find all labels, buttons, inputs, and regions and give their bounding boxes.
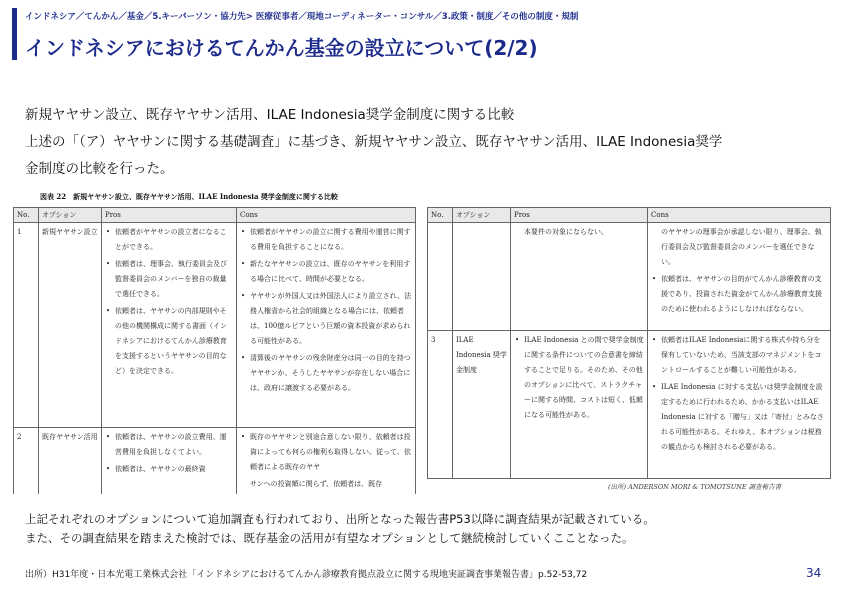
cons-item: • 依頼者はILAE Indonesiaに関する株式や持ち分を保有していないため、当該支部のマネジメントをコントロールすることが難しい可能性がある。 — [661, 333, 827, 378]
header-pros: Pros — [102, 208, 237, 223]
figure-caption: 図表 22 新規ヤヤサン設立、既存ヤヤサン活用、ILAE Indonesia 奨学金制度に関する比較 — [40, 192, 338, 201]
pros-item: • 依頼者は、ヤヤサンの最終資 — [115, 462, 233, 477]
table-row — [14, 223, 416, 428]
row-pros — [511, 331, 648, 479]
pros-item: • ILAE Indonesia との間で奨学金制度に関する条件についての合意書を締結することで足りる。そのため、その他のオプションに比べて、ストラクチャーに関する時間、コストは短く、低額になる可能性がある。 — [524, 333, 644, 423]
lead-line-3: 金制度の比較を行った。 — [25, 161, 174, 177]
row-no: 1 — [14, 223, 39, 428]
row-cons — [648, 223, 831, 331]
header-option: オプション — [39, 208, 102, 223]
footer-source: 出所）H31年度・日本光電工業株式会社「インドネシアにおけるてんかん診療教育拠点設立に関する現地実証調査事業報告書」p.52-53,72 — [25, 570, 588, 580]
lead-line-2: 上述の「（ア）ヤヤサンに関する基礎調査」に基づき、新規ヤヤサン設立、既存ヤヤサン活用、ILAE Indonesia奨学 — [25, 134, 723, 150]
cons-continued: のヤヤサンの理事会が承認しない限り、理事会、執行委員会及び監督委員会のメンバーを選任できない。 — [661, 228, 822, 266]
header-cons: Cons — [237, 208, 416, 223]
row-option: 既存ヤヤサン活用 — [39, 428, 102, 495]
row-no — [428, 223, 453, 331]
comparison-table-left — [13, 207, 416, 494]
cons-item: • 新たなヤヤサンの設立は、既存のヤヤサンを利用する場合に比べて、時間が必要となる。 — [250, 257, 412, 287]
breadcrumb: インドネシア／てんかん／基金／5.キーパーソン・協力先> 医療従事者／現地コーディネーター・コンサル／3.政策・制度／その他の制度・規制 — [25, 12, 579, 22]
header-no: No. — [14, 208, 39, 223]
pros-item: • 依頼者は、理事会、執行委員会及び監督委員会のメンバーを独自の裁量で選任できる。 — [115, 257, 233, 302]
header-cons: Cons — [648, 208, 831, 223]
row-cons — [648, 331, 831, 479]
header-option: オプション — [453, 208, 511, 223]
summary-line-2: また、その調査結果を踏まえた検討では、既存基金の活用が有望なオプションとして継続検討していくこことなった。 — [25, 531, 634, 545]
cons-item: • ヤヤサンが外国人又は外国法人により設立され、法務人権省から社会的組織となる場合には、依頼者は、100億ルピアという巨額の資本投資が求められる可能性がある。 — [250, 289, 412, 349]
cons-item: • 依頼者がヤヤサンの設立に関する費用や運営に関する費用を負担することになる。 — [250, 225, 412, 255]
pros-item: • 依頼者がヤヤサンの設立者になることができる。 — [115, 225, 233, 255]
lead-line-1: 新規ヤヤサン設立、既存ヤヤサン活用、ILAE Indonesia奨学金制度に関する比較 — [25, 107, 515, 123]
page-number: 34 — [806, 566, 822, 580]
pros-item: • 依頼者は、ヤヤサンの設立費用、運営費用を負担しなくてよい。 — [115, 430, 233, 460]
row-option: ILAE Indonesia 奨学金制度 — [453, 331, 511, 479]
page-title: インドネシアにおけるてんかん基金の設立について(2/2) — [25, 36, 538, 60]
row-cons — [237, 223, 416, 428]
cons-item: • 依頼者は、ヤヤサンの目的がてんかん診療教育の支援であり、投資された資金がてんかん診療教育支援のために使われるようにしなければならない。 — [661, 272, 827, 317]
cons-item: • 清算後のヤヤサンの残余財産分は同一の目的を持つヤヤサンか、そうしたヤヤサンが存在しない場合には、政府に譲渡する必要がある。 — [250, 351, 412, 396]
row-pros — [102, 223, 237, 428]
row-pros — [102, 428, 237, 495]
pros-item: • 依頼者は、ヤヤサンの内部規則やその他の機関構成に関する書面（インドネシアにおけるてんかん診療教育を支援するというヤヤサンの目的など）を決定できる。 — [115, 304, 233, 379]
table-row — [428, 223, 831, 331]
header-no: No. — [428, 208, 453, 223]
summary-line-1: 上記それぞれのオプションについて追加調査も行われており、出所となった報告書P53以降に調査結果が記載されている。 — [25, 512, 655, 526]
cons-continued: サンへの投資額に関らず、依頼者は、既存 — [250, 480, 383, 488]
row-cons — [237, 428, 416, 495]
table-header-row — [14, 208, 416, 223]
cons-item: • ILAE Indonesia に対する支払いは奨学金制度を設定するために行われるため、かかる支払いはILAE Indonesia に対する「贈与」又は「寄付」とみなされる可能性がある。それゆえ、本オプションは税務の観点からも検討される必要がある。 — [661, 380, 827, 455]
title-accent-bar — [12, 8, 17, 60]
row-no: 2 — [14, 428, 39, 495]
row-option: 新規ヤヤサン設立 — [39, 223, 102, 428]
row-pros — [511, 223, 648, 331]
header-pros: Pros — [511, 208, 648, 223]
pros-continued: 本要件の対象にならない。 — [524, 228, 608, 236]
row-option — [453, 223, 511, 331]
table-source-note: (出所) ANDERSON MORI & TOMOTSUNE 調査報告書 — [608, 483, 782, 491]
comparison-table-right — [427, 207, 831, 479]
table-row — [14, 428, 416, 495]
table-row — [428, 331, 831, 479]
row-no: 3 — [428, 331, 453, 479]
table-header-row — [428, 208, 831, 223]
cons-item: • 既存のヤヤサンと別途合意しない限り、依頼者は投資によっても何らの権利も取得しない。従って、依頼者による既存のヤヤ — [250, 430, 412, 475]
